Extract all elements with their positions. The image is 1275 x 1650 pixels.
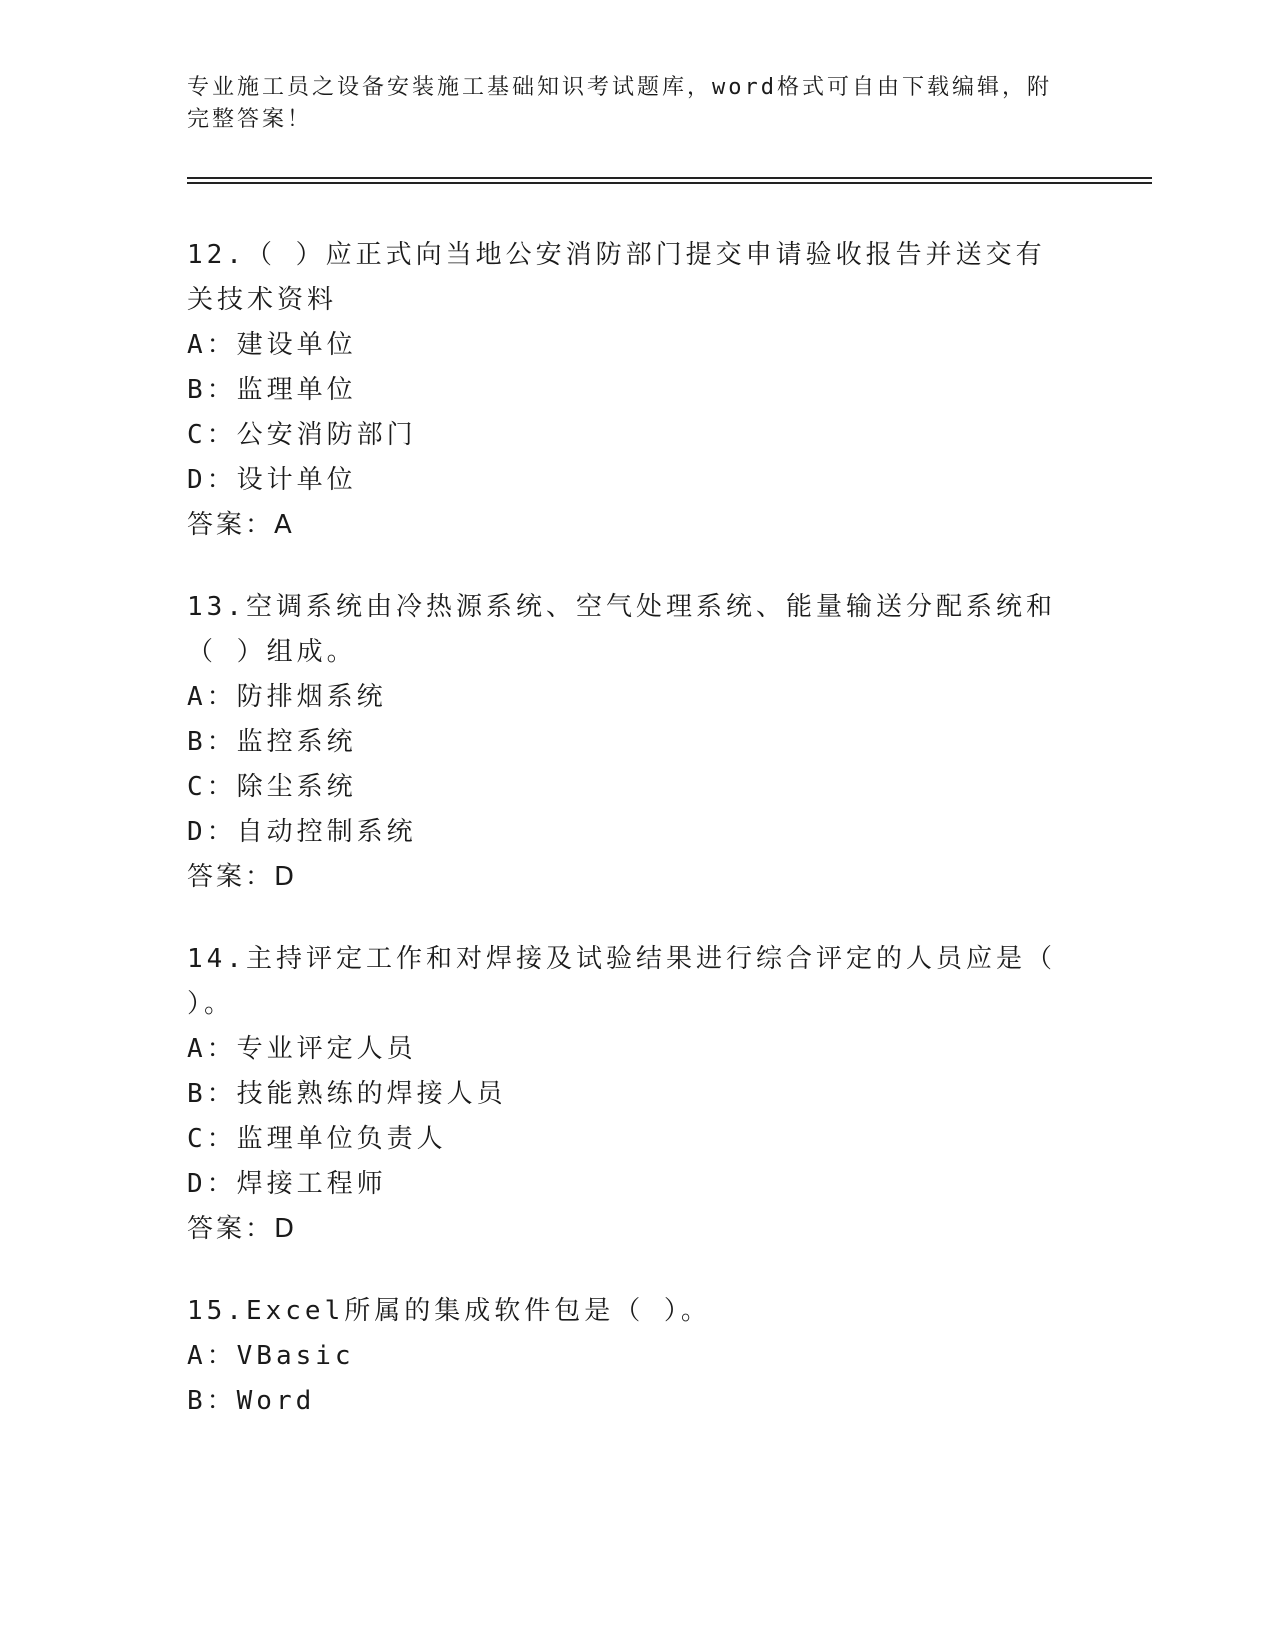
header-rule-bottom	[187, 182, 1152, 184]
question-15	[187, 1289, 1067, 1424]
question-list	[187, 233, 1067, 1461]
option-c: C：公安消防部门	[187, 420, 417, 450]
option-c: C：监理单位负责人	[187, 1124, 447, 1154]
option-a: A：VBasic	[187, 1341, 355, 1371]
question-stem: 12.（ ）应正式向当地公安消防部门提交申请验收报告并送交有关技术资料	[187, 240, 1046, 315]
answer-line: 答案：D	[187, 1214, 298, 1244]
option-d: D：设计单位	[187, 465, 357, 495]
question-stem: 14.主持评定工作和对焊接及试验结果进行综合评定的人员应是（ ）。	[187, 944, 1056, 1019]
option-b: B：监控系统	[187, 727, 357, 757]
question-stem: 15.Excel所属的集成软件包是（ ）。	[187, 1296, 711, 1326]
question-12	[187, 233, 1067, 548]
option-a: A：防排烟系统	[187, 682, 387, 712]
option-a: A：建设单位	[187, 330, 357, 360]
question-13	[187, 585, 1067, 900]
answer-line: 答案：A	[187, 510, 295, 540]
document-header-text: 专业施工员之设备安装施工基础知识考试题库，word格式可自由下载编辑，附完整答案！	[187, 75, 1052, 132]
option-c: C：除尘系统	[187, 772, 357, 802]
option-d: D：焊接工程师	[187, 1169, 387, 1199]
header-rule-top	[187, 177, 1152, 179]
option-a: A：专业评定人员	[187, 1034, 417, 1064]
answer-line: 答案：D	[187, 862, 298, 892]
option-d: D：自动控制系统	[187, 817, 417, 847]
question-14	[187, 937, 1067, 1252]
question-stem: 13.空调系统由冷热源系统、空气处理系统、能量输送分配系统和（ ）组成。	[187, 592, 1056, 667]
option-b: B：技能熟练的焊接人员	[187, 1079, 507, 1109]
option-b: B：监理单位	[187, 375, 357, 405]
option-b: B：Word	[187, 1386, 316, 1416]
